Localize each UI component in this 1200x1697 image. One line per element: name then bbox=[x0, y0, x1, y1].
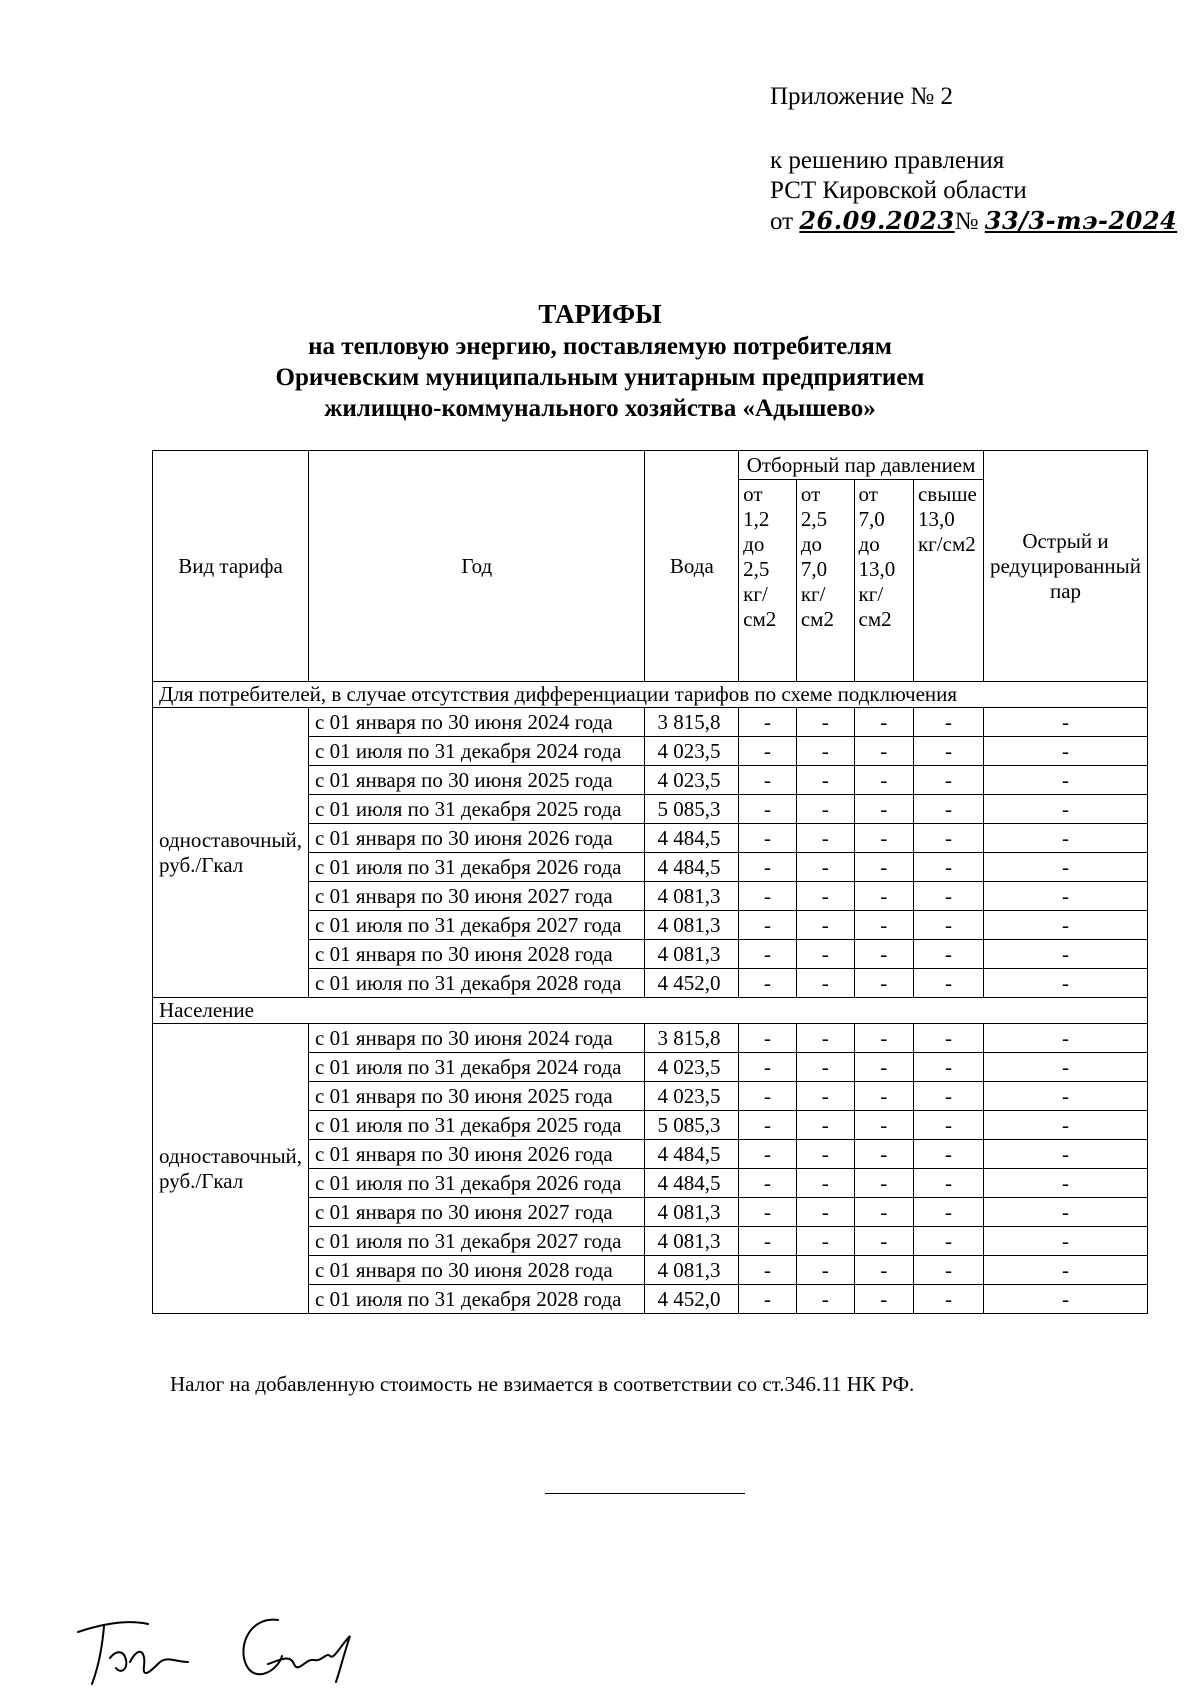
pressure-4-cell: - bbox=[913, 853, 983, 882]
header-row-1 bbox=[153, 451, 1148, 480]
period-cell: с 01 июля по 31 декабря 2027 года bbox=[309, 911, 645, 940]
pressure-3-cell: - bbox=[854, 1227, 913, 1256]
pressure-4-cell: - bbox=[913, 737, 983, 766]
header-pressure-1: от 1,2 до 2,5 кг/см2 bbox=[739, 480, 797, 682]
header-pressure-4: свыше 13,0 кг/см2 bbox=[913, 480, 983, 682]
pressure-4-cell: - bbox=[913, 766, 983, 795]
period-cell: с 01 июля по 31 декабря 2027 года bbox=[309, 1227, 645, 1256]
header-pressure-3: от 7,0 до 13,0 кг/см2 bbox=[854, 480, 913, 682]
sharp-steam-cell: - bbox=[983, 766, 1147, 795]
water-cell: 4 023,5 bbox=[645, 1053, 739, 1082]
decision-date: 26.09.2023 bbox=[799, 206, 955, 235]
section-header-row bbox=[153, 682, 1148, 708]
pressure-2-cell: - bbox=[796, 1169, 854, 1198]
heading-line-2: Оричевским муниципальным унитарным предприятием bbox=[275, 364, 925, 391]
period-cell: с 01 июля по 31 декабря 2026 года bbox=[309, 1169, 645, 1198]
header-year: Год bbox=[309, 451, 645, 682]
decision-number: 33/3-тэ-2024 bbox=[984, 206, 1178, 235]
sharp-steam-cell: - bbox=[983, 1227, 1147, 1256]
sharp-steam-cell: - bbox=[983, 882, 1147, 911]
period-cell: с 01 июля по 31 декабря 2025 года bbox=[309, 1111, 645, 1140]
pressure-3-cell: - bbox=[854, 882, 913, 911]
water-cell: 4 081,3 bbox=[645, 940, 739, 969]
tariff-kind: одноставочный, руб./Гкал bbox=[153, 708, 309, 998]
tariffs-table bbox=[152, 450, 1148, 1314]
heading-line-1: на тепловую энергию, поставляемую потребителям bbox=[308, 333, 892, 360]
pressure-1-cell: - bbox=[739, 853, 797, 882]
pressure-4-cell: - bbox=[913, 940, 983, 969]
sharp-steam-cell: - bbox=[983, 1140, 1147, 1169]
pressure-2-cell: - bbox=[796, 795, 854, 824]
pressure-2-cell: - bbox=[796, 737, 854, 766]
period-cell: с 01 июля по 31 декабря 2028 года bbox=[309, 969, 645, 998]
heading-line-3: жилищно-коммунального хозяйства «Адышево» bbox=[324, 395, 876, 422]
date-prefix: от bbox=[770, 208, 794, 235]
appendix-title: Приложение № 2 bbox=[770, 83, 954, 110]
pressure-1-cell: - bbox=[739, 1082, 797, 1111]
pressure-4-cell: - bbox=[913, 911, 983, 940]
pressure-1-cell: - bbox=[739, 1140, 797, 1169]
pressure-2-cell: - bbox=[796, 1082, 854, 1111]
pressure-4-cell: - bbox=[913, 708, 983, 737]
sharp-steam-cell: - bbox=[983, 1169, 1147, 1198]
end-divider bbox=[545, 1493, 745, 1494]
period-cell: с 01 января по 30 июня 2025 года bbox=[309, 766, 645, 795]
pressure-2-cell: - bbox=[796, 969, 854, 998]
pressure-2-cell: - bbox=[796, 708, 854, 737]
sharp-steam-cell: - bbox=[983, 737, 1147, 766]
pressure-4-cell: - bbox=[913, 969, 983, 998]
appendix-decision-line: к решению правления bbox=[770, 147, 1005, 174]
pressure-2-cell: - bbox=[796, 940, 854, 969]
water-cell: 4 081,3 bbox=[645, 882, 739, 911]
pressure-4-cell: - bbox=[913, 795, 983, 824]
water-cell: 5 085,3 bbox=[645, 1111, 739, 1140]
water-cell: 3 815,8 bbox=[645, 708, 739, 737]
sharp-steam-cell: - bbox=[983, 1024, 1147, 1053]
pressure-3-cell: - bbox=[854, 766, 913, 795]
pressure-3-cell: - bbox=[854, 708, 913, 737]
sharp-steam-cell: - bbox=[983, 853, 1147, 882]
pressure-1-cell: - bbox=[739, 1285, 797, 1314]
pressure-3-cell: - bbox=[854, 853, 913, 882]
pressure-3-cell: - bbox=[854, 824, 913, 853]
pressure-2-cell: - bbox=[796, 882, 854, 911]
vat-note: Налог на добавленную стоимость не взимается в соответствии со ст.346.11 НК РФ. bbox=[170, 1372, 915, 1396]
pressure-1-cell: - bbox=[739, 1053, 797, 1082]
pressure-2-cell: - bbox=[796, 1198, 854, 1227]
pressure-3-cell: - bbox=[854, 1169, 913, 1198]
header-water: Вода bbox=[645, 451, 739, 682]
sharp-steam-cell: - bbox=[983, 911, 1147, 940]
pressure-3-cell: - bbox=[854, 1024, 913, 1053]
pressure-4-cell: - bbox=[913, 1256, 983, 1285]
pressure-3-cell: - bbox=[854, 795, 913, 824]
pressure-2-cell: - bbox=[796, 853, 854, 882]
pressure-1-cell: - bbox=[739, 1227, 797, 1256]
header-pressure-2: от 2,5 до 7,0 кг/см2 bbox=[796, 480, 854, 682]
pressure-1-cell: - bbox=[739, 1256, 797, 1285]
table-row bbox=[153, 708, 1148, 737]
appendix-authority-line: РСТ Кировской области bbox=[770, 177, 1027, 204]
water-cell: 4 484,5 bbox=[645, 824, 739, 853]
water-cell: 4 081,3 bbox=[645, 1256, 739, 1285]
water-cell: 4 081,3 bbox=[645, 1227, 739, 1256]
pressure-1-cell: - bbox=[739, 737, 797, 766]
pressure-2-cell: - bbox=[796, 1285, 854, 1314]
sharp-steam-cell: - bbox=[983, 795, 1147, 824]
section-title: Для потребителей, в случае отсутствия дифференциации тарифов по схеме подключения bbox=[153, 682, 1148, 708]
pressure-4-cell: - bbox=[913, 824, 983, 853]
water-cell: 3 815,8 bbox=[645, 1024, 739, 1053]
pressure-1-cell: - bbox=[739, 1169, 797, 1198]
pressure-3-cell: - bbox=[854, 1111, 913, 1140]
period-cell: с 01 января по 30 июня 2026 года bbox=[309, 1140, 645, 1169]
pressure-2-cell: - bbox=[796, 1024, 854, 1053]
tariffs-table-body bbox=[153, 451, 1148, 1314]
pressure-1-cell: - bbox=[739, 882, 797, 911]
pressure-1-cell: - bbox=[739, 766, 797, 795]
period-cell: с 01 января по 30 июня 2026 года bbox=[309, 824, 645, 853]
number-prefix: № bbox=[954, 208, 979, 235]
header-steam-group: Отборный пар давлением bbox=[739, 451, 984, 480]
header-kind: Вид тарифа bbox=[153, 451, 309, 682]
sharp-steam-cell: - bbox=[983, 969, 1147, 998]
pressure-1-cell: - bbox=[739, 795, 797, 824]
period-cell: с 01 января по 30 июня 2027 года bbox=[309, 882, 645, 911]
sharp-steam-cell: - bbox=[983, 1256, 1147, 1285]
pressure-1-cell: - bbox=[739, 708, 797, 737]
pressure-4-cell: - bbox=[913, 1169, 983, 1198]
pressure-2-cell: - bbox=[796, 766, 854, 795]
period-cell: с 01 июля по 31 декабря 2025 года bbox=[309, 795, 645, 824]
pressure-4-cell: - bbox=[913, 1285, 983, 1314]
period-cell: с 01 января по 30 июня 2025 года bbox=[309, 1082, 645, 1111]
pressure-4-cell: - bbox=[913, 1140, 983, 1169]
water-cell: 4 452,0 bbox=[645, 1285, 739, 1314]
pressure-4-cell: - bbox=[913, 1198, 983, 1227]
pressure-1-cell: - bbox=[739, 824, 797, 853]
period-cell: с 01 января по 30 июня 2027 года bbox=[309, 1198, 645, 1227]
water-cell: 4 484,5 bbox=[645, 853, 739, 882]
water-cell: 4 023,5 bbox=[645, 766, 739, 795]
table-row bbox=[153, 1024, 1148, 1053]
pressure-3-cell: - bbox=[854, 737, 913, 766]
pressure-2-cell: - bbox=[796, 1227, 854, 1256]
pressure-3-cell: - bbox=[854, 940, 913, 969]
header-sharp-steam: Острый и редуцированный пар bbox=[983, 451, 1147, 682]
sharp-steam-cell: - bbox=[983, 1285, 1147, 1314]
pressure-1-cell: - bbox=[739, 1024, 797, 1053]
water-cell: 4 484,5 bbox=[645, 1169, 739, 1198]
section-header-row bbox=[153, 998, 1148, 1024]
period-cell: с 01 января по 30 июня 2024 года bbox=[309, 1024, 645, 1053]
pressure-3-cell: - bbox=[854, 911, 913, 940]
sharp-steam-cell: - bbox=[983, 708, 1147, 737]
period-cell: с 01 июля по 31 декабря 2024 года bbox=[309, 1053, 645, 1082]
pressure-2-cell: - bbox=[796, 911, 854, 940]
pressure-2-cell: - bbox=[796, 824, 854, 853]
sharp-steam-cell: - bbox=[983, 940, 1147, 969]
period-cell: с 01 января по 30 июня 2028 года bbox=[309, 1256, 645, 1285]
sharp-steam-cell: - bbox=[983, 1111, 1147, 1140]
pressure-2-cell: - bbox=[796, 1053, 854, 1082]
pressure-2-cell: - bbox=[796, 1140, 854, 1169]
pressure-4-cell: - bbox=[913, 1053, 983, 1082]
water-cell: 4 081,3 bbox=[645, 1198, 739, 1227]
pressure-4-cell: - bbox=[913, 1082, 983, 1111]
pressure-3-cell: - bbox=[854, 1082, 913, 1111]
tariff-kind: одноставочный, руб./Гкал bbox=[153, 1024, 309, 1314]
pressure-4-cell: - bbox=[913, 1111, 983, 1140]
water-cell: 4 484,5 bbox=[645, 1140, 739, 1169]
period-cell: с 01 января по 30 июня 2028 года bbox=[309, 940, 645, 969]
pressure-4-cell: - bbox=[913, 882, 983, 911]
appendix-date-number-line bbox=[770, 206, 1177, 237]
water-cell: 4 023,5 bbox=[645, 1082, 739, 1111]
pressure-1-cell: - bbox=[739, 940, 797, 969]
sharp-steam-cell: - bbox=[983, 1053, 1147, 1082]
water-cell: 4 452,0 bbox=[645, 969, 739, 998]
pressure-4-cell: - bbox=[913, 1227, 983, 1256]
pressure-4-cell: - bbox=[913, 1024, 983, 1053]
sharp-steam-cell: - bbox=[983, 1198, 1147, 1227]
period-cell: с 01 июля по 31 декабря 2028 года bbox=[309, 1285, 645, 1314]
water-cell: 5 085,3 bbox=[645, 795, 739, 824]
document-heading bbox=[0, 297, 1200, 424]
handwritten-signature-icon bbox=[68, 1610, 388, 1695]
pressure-2-cell: - bbox=[796, 1111, 854, 1140]
pressure-3-cell: - bbox=[854, 969, 913, 998]
section-title: Население bbox=[153, 998, 1148, 1024]
pressure-3-cell: - bbox=[854, 1053, 913, 1082]
pressure-2-cell: - bbox=[796, 1256, 854, 1285]
water-cell: 4 023,5 bbox=[645, 737, 739, 766]
document-title: ТАРИФЫ bbox=[538, 299, 662, 329]
pressure-1-cell: - bbox=[739, 1198, 797, 1227]
pressure-3-cell: - bbox=[854, 1285, 913, 1314]
pressure-1-cell: - bbox=[739, 911, 797, 940]
sharp-steam-cell: - bbox=[983, 1082, 1147, 1111]
water-cell: 4 081,3 bbox=[645, 911, 739, 940]
pressure-1-cell: - bbox=[739, 969, 797, 998]
sharp-steam-cell: - bbox=[983, 824, 1147, 853]
pressure-3-cell: - bbox=[854, 1198, 913, 1227]
appendix-block bbox=[770, 82, 1177, 237]
period-cell: с 01 июля по 31 декабря 2024 года bbox=[309, 737, 645, 766]
period-cell: с 01 июля по 31 декабря 2026 года bbox=[309, 853, 645, 882]
period-cell: с 01 января по 30 июня 2024 года bbox=[309, 708, 645, 737]
pressure-1-cell: - bbox=[739, 1111, 797, 1140]
pressure-3-cell: - bbox=[854, 1256, 913, 1285]
pressure-3-cell: - bbox=[854, 1140, 913, 1169]
